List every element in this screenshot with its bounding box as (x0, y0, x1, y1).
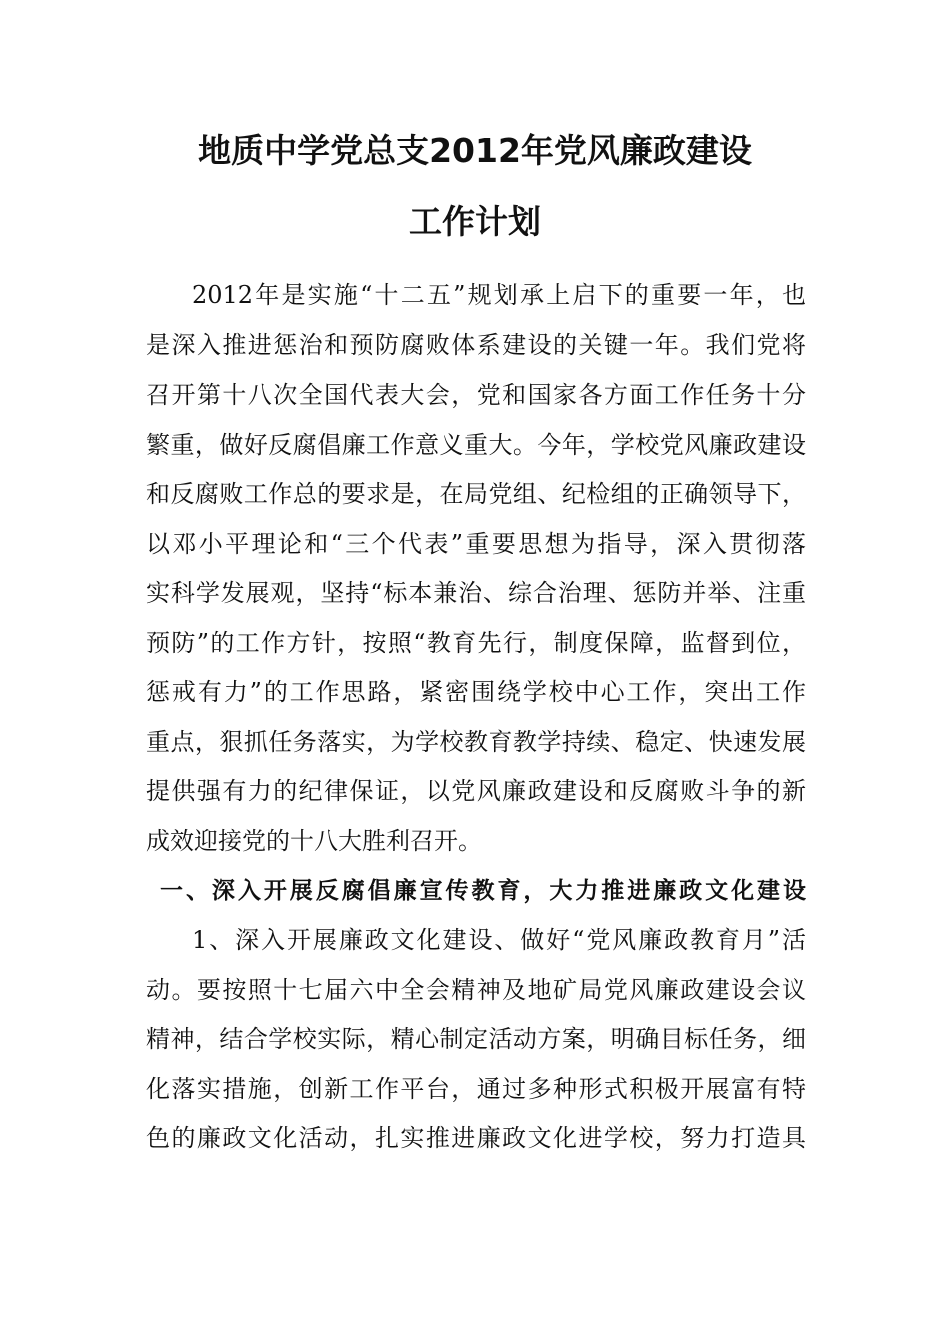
item-line: 1、深入开展廉政文化建设、做好“党风廉政教育月”活 (192, 926, 806, 954)
intro-line: 重点，狠抓任务落实，为学校教育教学持续、稳定、快速发展 (146, 728, 806, 756)
document-title-line-2: 工作计划 (409, 202, 541, 241)
document-title-line-1: 地质中学党总支2012年党风廉政建设 (198, 131, 752, 170)
intro-line: 实科学发展观，坚持“标本兼治、综合治理、惩防并举、注重 (146, 579, 806, 607)
section-1-heading: 一、深入开展反腐倡廉宣传教育，大力推进廉政文化建设 (160, 878, 806, 904)
intro-line: 预防”的工作方针，按照“教育先行，制度保障，监督到位， (146, 629, 806, 657)
item-line: 动。要按照十七届六中全会精神及地矿局党风廉政建设会议 (146, 976, 806, 1004)
intro-line: 成效迎接党的十八大胜利召开。 (146, 827, 482, 855)
intro-line: 和反腐败工作总的要求是，在局党组、纪检组的正确领导下， (146, 480, 806, 508)
item-line: 精神，结合学校实际，精心制定活动方案，明确目标任务，细 (146, 1025, 806, 1053)
item-line: 化落实措施，创新工作平台，通过多种形式积极开展富有特 (146, 1075, 806, 1103)
intro-line: 2012年是实施“十二五”规划承上启下的重要一年，也 (192, 281, 806, 309)
intro-line: 是深入推进惩治和预防腐败体系建设的关键一年。我们党将 (146, 331, 806, 359)
intro-line: 召开第十八次全国代表大会，党和国家各方面工作任务十分 (146, 381, 806, 409)
intro-line: 繁重，做好反腐倡廉工作意义重大。今年，学校党风廉政建设 (146, 431, 806, 459)
item-line: 色的廉政文化活动，扎实推进廉政文化进学校，努力打造具 (146, 1124, 806, 1152)
intro-line: 惩戒有力”的工作思路，紧密围绕学校中心工作，突出工作 (146, 678, 806, 706)
intro-line: 提供强有力的纪律保证，以党风廉政建设和反腐败斗争的新 (146, 777, 806, 805)
intro-line: 以邓小平理论和“三个代表”重要思想为指导，深入贯彻落 (146, 530, 806, 558)
